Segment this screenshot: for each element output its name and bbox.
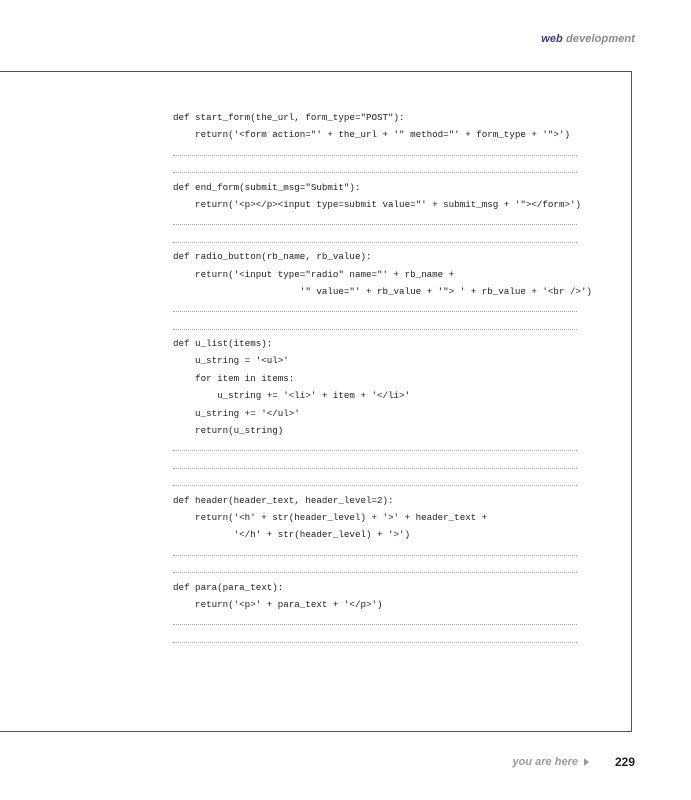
dotted-blank-line bbox=[173, 544, 577, 561]
dotted-blank-line bbox=[173, 144, 577, 161]
page-footer bbox=[513, 755, 635, 769]
dotted-blank-line bbox=[173, 613, 577, 630]
dotted-blank-line bbox=[173, 318, 577, 335]
you-are-here-label: you are here bbox=[512, 756, 578, 768]
code-line: def radio_button(rb_name, rb_value): bbox=[173, 251, 372, 263]
code-line: def end_form(submit_msg="Submit"): bbox=[173, 181, 361, 193]
dotted-blank-line bbox=[173, 474, 577, 491]
dotted-blank-line bbox=[173, 561, 577, 578]
code-line: u_string += '</ul>' bbox=[173, 407, 300, 419]
dotted-blank-line bbox=[173, 161, 577, 178]
code-line: def header(header_text, header_level=2): bbox=[173, 494, 394, 506]
dotted-blank-line bbox=[173, 231, 577, 248]
code-line: return('<p>' + para_text + '</p>') bbox=[173, 598, 383, 610]
code-line: '</h' + str(header_level) + '>') bbox=[173, 529, 411, 541]
code-line: return('<p></p><input type=submit value="' + submit_msg + '"></form>') bbox=[173, 198, 581, 210]
code-line: def para(para_text): bbox=[173, 581, 284, 593]
dotted-blank-line bbox=[173, 300, 577, 317]
code-line: u_string += '<li>' + item + '</li>' bbox=[173, 390, 411, 402]
page-number: 229 bbox=[614, 755, 635, 769]
header-label-word: development bbox=[566, 33, 635, 45]
running-header bbox=[541, 33, 635, 45]
code-line: def u_list(items): bbox=[173, 338, 273, 350]
code-line: u_string = '<ul>' bbox=[173, 355, 289, 367]
dotted-blank-line bbox=[173, 631, 577, 648]
code-line: def start_form(the_url, form_type="POST"): bbox=[173, 112, 405, 123]
code-listing bbox=[173, 109, 593, 648]
dotted-blank-line bbox=[173, 213, 577, 230]
code-line: return('<input type="radio" name="' + rb_name + bbox=[173, 268, 455, 280]
dotted-blank-line bbox=[173, 457, 577, 474]
triangle-right-icon bbox=[584, 758, 589, 766]
header-accent-word: web bbox=[541, 33, 563, 45]
code-line: return('<h' + str(header_level) + '>' + header_text + bbox=[173, 511, 488, 523]
code-line: '" value="' + rb_value + '"> ' + rb_value + '<br />') bbox=[173, 285, 593, 297]
dotted-blank-line bbox=[173, 439, 577, 456]
code-line: return(u_string) bbox=[173, 425, 284, 437]
code-line: return('<form action="' + the_url + '" method="' + form_type + '">') bbox=[173, 129, 570, 141]
code-line: for item in items: bbox=[173, 372, 295, 384]
